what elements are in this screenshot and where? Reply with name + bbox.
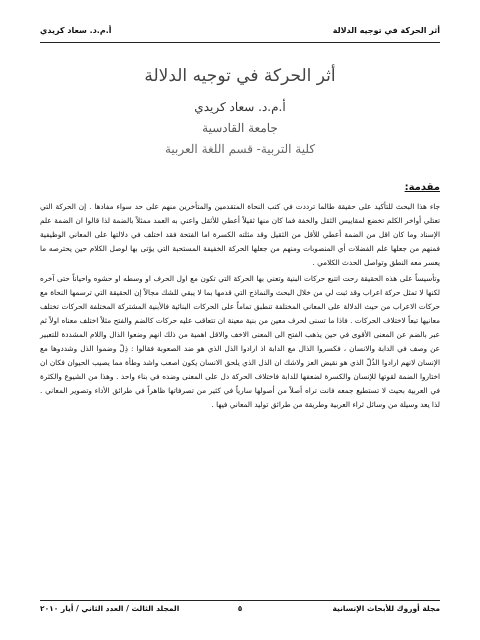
author-college: كلية التربية- قسم اللغة العربية: [164, 142, 316, 156]
article-title: أثر الحركة في توجيه الدلالة: [144, 66, 336, 86]
body-text: [40, 200, 440, 414]
header-rule: [40, 42, 440, 43]
footer-issue: المجلد الثالث / العدد الثاني / أيار ٢٠١٠: [40, 604, 180, 613]
header-author: أ.م.د. سعاد كريدي: [40, 26, 112, 35]
running-footer: [40, 604, 440, 618]
section-heading: مقدمة:: [404, 182, 440, 193]
running-header: [40, 26, 440, 40]
author-name: أ.م.د. سعاد كريدي: [194, 100, 286, 114]
author-university: جامعة القادسية: [202, 121, 278, 135]
footer-rule: [40, 600, 440, 601]
page-number: ٥: [237, 604, 243, 613]
footer-journal: مجلة أوروك للأبحاث الإنسانية: [332, 604, 440, 613]
header-title: أثر الحركة في توجيه الدلالة: [332, 26, 440, 35]
paragraph: وتأسيساً على هذه الحقيقة رحت اتتبع حركات البنية وتعني بها الحركة التي تكون مع اول الحرف او وسطه او حشوه واحياناً حتى آخره لكنها لا تمثل حركة اعراب وقد ثبت لي من خلال البحث والنماذج التي قدمها بما لا يبقي للشك مجالاً إن الحقيقة التي ترسمها النحاة مع حركات الاعراب من حيث الدلالة على المعاني المختلفة تنطبق تماماً على الحركات البنائية فالأبنية المشتركة المختلفة الحركات تختلف معانيها تبعاً لاختلاف الحركات . فاذا ما تسنى لحرف معين من بنية معينة ان تتعاقب عليه حركات كالضم والفتح مثلاً اختلف معناه اولاً ثم عبر بالضم عن المعنى الأقوى في حين يذهب الفتح الى المعنى الاخف والاقل اهمية من ذلك انهم وضعوا الذال واللام المشددة للتعبير عن وصف في الدابة والانسان ، فكسروا الذال مع الدابة اذ ارادوا الذل الذي هو ضد الصعوبة فقالوا : ذِلّ وضموا الذل وشددوها مع الإنسان لانهم ارادوا الذُلّ الذي هو نقيض العز ولاشك ان الذل الذي يلحق الانسان يكون اصعب واشد وطأة مما يصيب الحيوان فكان ان اختاروا الضمة لقوتها للإنسان والكسرة لضعفها للدابة فاختلاف الحركة دل على المعنى وضده في بناء واحد . وهذا من الشيوع والكثرة في العربية بحيث لا تستطيع جمعه فانت تراه أصلاً من أصولها سارياً في كثير من تصرفاتها ظاهراً في طرائق الأداء وتصوير المعاني . لذا يعد وسيلة من وسائل ثراء العربية وطريقة من طرائق توليد المعاني فيها .: [40, 274, 440, 409]
paragraph: جاء هذا البحث للتأكيد على حقيقة طالما ترددت في كتب النحاة المتقدمين والمتأخرين منهم على حد سواء مفادها . إن الحركة التي تعتلي أواخر الكلم تخضع لمقاييس الثقل والخفة فما كان منها ثقيلاً أعطي للأثقل واعني به العمد ممثلاً بالضمة لذا قالوا ان الضمة علم الإسناد وما كان اقل من الضمة أعطي للأقل من الثقيل وقد مثلته الكسرة اما الفتحة فقد اختلف في دلالتها على المعاني الوظيفية فمنهم من جعلها علم الفضلات أي المنصوبات ومنهم من جعلها الحركة الخفيفة المستحبة التي يؤتى بها لوصل الكلام حين يحترصه ما يعسر معه النطق وتواصل الحدث الكلامي .: [40, 202, 440, 267]
